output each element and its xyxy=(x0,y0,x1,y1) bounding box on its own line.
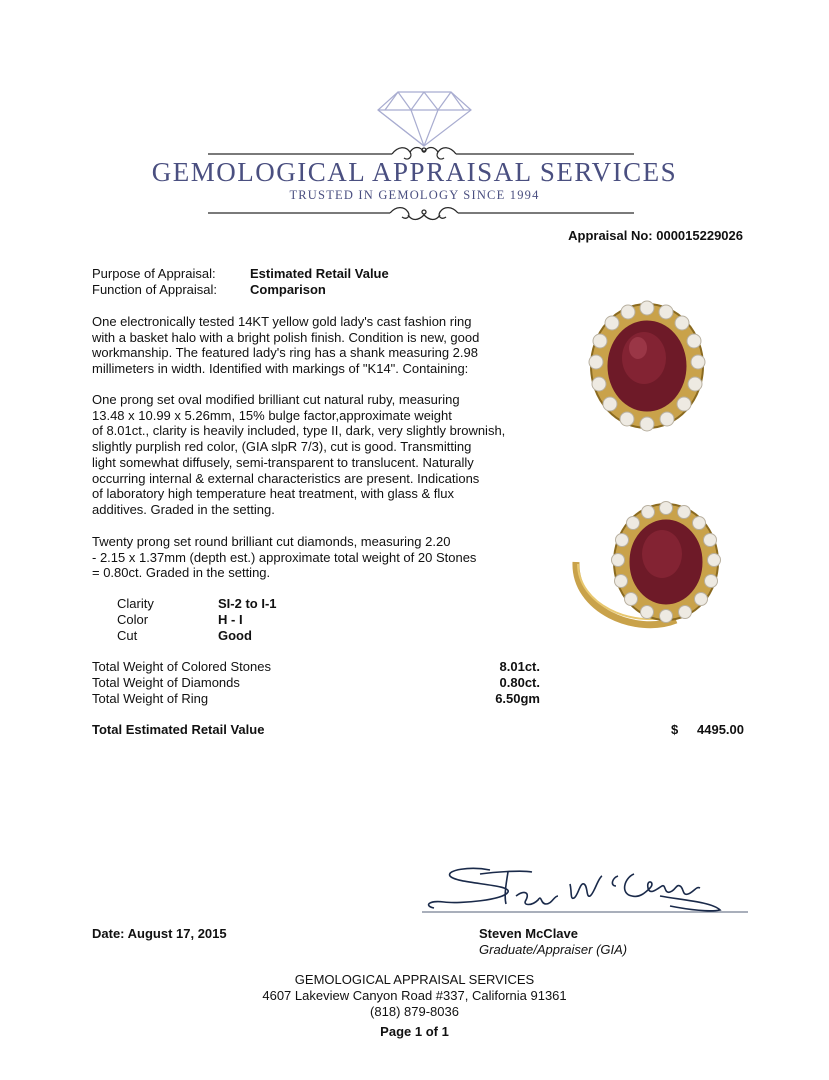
ring-weight-label: Total Weight of Ring xyxy=(92,691,209,706)
page-number: Page 1 of 1 xyxy=(380,1024,449,1039)
color-label: Color xyxy=(117,612,149,627)
text-line: occurring internal & external characteristics are present. Indications xyxy=(92,470,480,486)
colored-stones-weight-label: Total Weight of Colored Stones xyxy=(92,659,271,674)
cut-label: Cut xyxy=(117,628,138,643)
ruby-description xyxy=(92,392,542,518)
text-line: additives. Graded in the setting. xyxy=(92,501,275,517)
company-tagline: TRUSTED IN GEMOLOGY SINCE 1994 xyxy=(289,188,540,202)
appraiser-signature xyxy=(420,860,750,922)
text-line: One electronically tested 14KT yellow gold lady's cast fashion ring xyxy=(92,314,472,329)
appraiser-name: Steven McClave xyxy=(479,926,578,941)
text-line: slightly purplish red color, (GIA slpR 7/3), cut is good. Transmitting xyxy=(92,439,472,455)
text-line: with a basket halo with a bright polish finish. Condition is new, good xyxy=(92,329,480,345)
text-line: Twenty prong set round brilliant cut diamonds, measuring 2.20 xyxy=(92,534,451,549)
text-line: of 8.01ct., clarity is heavily included, type II, dark, very slightly brownish, xyxy=(92,423,506,439)
text-line: = 0.80ct. Graded in the setting. xyxy=(92,565,271,581)
colored-stones-weight-value: 8.01ct. xyxy=(499,659,540,674)
text-line: workmanship. The featured lady's ring has a shank measuring 2.98 xyxy=(92,345,478,361)
function-label: Function of Appraisal: xyxy=(92,282,218,297)
footer-company: GEMOLOGICAL APPRAISAL SERVICES xyxy=(294,972,535,987)
clarity-value: SI-2 to I-1 xyxy=(218,596,277,611)
ring-description xyxy=(92,314,542,377)
clarity-label: Clarity xyxy=(117,596,154,611)
diamonds-weight-value: 0.80ct. xyxy=(499,675,540,690)
text-line: - 2.15 x 1.37mm (depth est.) approximate total weight of 20 Stones xyxy=(92,549,477,565)
diamonds-weight-label: Total Weight of Diamonds xyxy=(92,675,240,690)
diamond-description xyxy=(92,534,542,581)
purpose-value: Estimated Retail Value xyxy=(250,266,389,281)
text-line: One prong set oval modified brilliant cut natural ruby, measuring xyxy=(92,392,460,407)
ruby-ring-side-view xyxy=(566,500,724,640)
appraiser-title: Graduate/Appraiser (GIA) xyxy=(479,942,628,957)
footer-address: 4607 Lakeview Canyon Road #337, California 91361 xyxy=(262,988,567,1003)
company-logo xyxy=(0,0,829,230)
function-value: Comparison xyxy=(250,282,326,297)
cut-value: Good xyxy=(218,628,252,643)
appraisal-number: Appraisal No: 000015229026 xyxy=(568,228,743,243)
appraisal-date: Date: August 17, 2015 xyxy=(92,926,227,941)
text-line: of laboratory high temperature heat treatment, with glass & flux xyxy=(92,486,455,502)
footer-phone: (818) 879-8036 xyxy=(370,1004,459,1019)
color-value: H - I xyxy=(218,612,243,627)
ring-weight-value: 6.50gm xyxy=(495,691,540,706)
retail-value-label: Total Estimated Retail Value xyxy=(92,722,265,737)
company-name: GEMOLOGICAL APPRAISAL SERVICES xyxy=(151,157,678,187)
retail-value: 4495.00 xyxy=(697,722,744,737)
currency-symbol: $ xyxy=(671,722,679,737)
ruby-ring-top-view xyxy=(578,296,716,436)
text-line: 13.48 x 10.99 x 5.26mm, 15% bulge factor,approximate weight xyxy=(92,407,452,423)
text-line: light somewhat diffusely, semi-transparent to translucent. Naturally xyxy=(92,454,474,470)
text-line: millimeters in width. Identified with markings of "K14". Containing: xyxy=(92,361,469,377)
purpose-label: Purpose of Appraisal: xyxy=(92,266,216,281)
